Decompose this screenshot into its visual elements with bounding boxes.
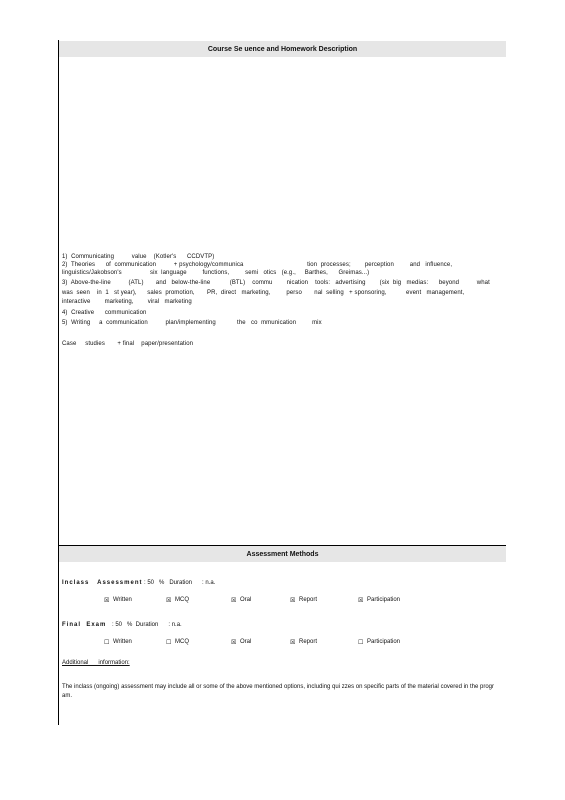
report-checkbox[interactable]: ☒	[290, 640, 296, 646]
course-sequence-header: Course Se uence and Homework Description	[59, 41, 506, 57]
report-checkbox[interactable]: ☒	[290, 598, 296, 604]
written-option-label: Written	[113, 639, 132, 645]
report-option-label: Report	[299, 597, 318, 603]
written-option-label: Written	[113, 597, 132, 603]
written-checkbox[interactable]: ☒	[104, 598, 110, 604]
participation-checkbox[interactable]: ☐	[358, 640, 364, 646]
written-checkbox[interactable]: ☐	[104, 640, 110, 646]
mcq-option-label: MCQ	[175, 597, 189, 603]
final-exam-value: : 50 % Duration : n.a.	[112, 622, 182, 628]
assessment-methods-header: Assessment Methods	[59, 546, 506, 562]
additional-information-text: The inclass (ongoing) assessment may include all or some of the above mentioned options, including qui zzes on specific parts of the material covered in the progr am.	[62, 684, 494, 699]
inclass-label: Inclass Assessment	[62, 580, 143, 586]
course-line: 3) Above-the-line (ATL) and below-the-line (BTL) commu nication tools: advertising (six big medias: beyond what	[62, 280, 490, 286]
mcq-option-label: MCQ	[175, 639, 189, 645]
oral-checkbox[interactable]: ☒	[231, 598, 237, 604]
additional-information-label: Additional information:	[62, 660, 130, 666]
oral-option-label: Oral	[240, 597, 252, 603]
case-studies-line: Case studies + final paper/presentation	[62, 341, 194, 347]
course-line: interactive marketing, viral marketing	[62, 299, 192, 305]
inclass-value: : 50 % Duration : n.a.	[144, 580, 216, 586]
final-exam-label: Final Exam	[62, 622, 107, 628]
left-border-line	[58, 40, 59, 725]
course-line: was seen in 1 st year), sales promotion, PR, direct marketing, perso nal selling + sponsoring, event management,	[62, 290, 465, 296]
course-line: 1) Communicating value (Kotler's CCDVTP)	[62, 254, 215, 260]
report-option-label: Report	[299, 639, 318, 645]
course-line: 2) Theories of communication + psychology/communica tion processes; perception and influence,	[62, 262, 453, 268]
oral-checkbox[interactable]: ☒	[231, 640, 237, 646]
course-line: 5) Writing a communication plan/implementing the co mmunication mix	[62, 320, 322, 326]
course-line: linguistics/Jakobson's six language functions, semi otics (e.g., Barthes, Greimas...)	[62, 270, 370, 276]
oral-option-label: Oral	[240, 639, 252, 645]
participation-option-label: Participation	[367, 639, 401, 645]
mcq-checkbox[interactable]: ☒	[166, 598, 172, 604]
participation-option-label: Participation	[367, 597, 401, 603]
course-line: 4) Creative communication	[62, 310, 147, 316]
participation-checkbox[interactable]: ☒	[358, 598, 364, 604]
mcq-checkbox[interactable]: ☐	[166, 640, 172, 646]
